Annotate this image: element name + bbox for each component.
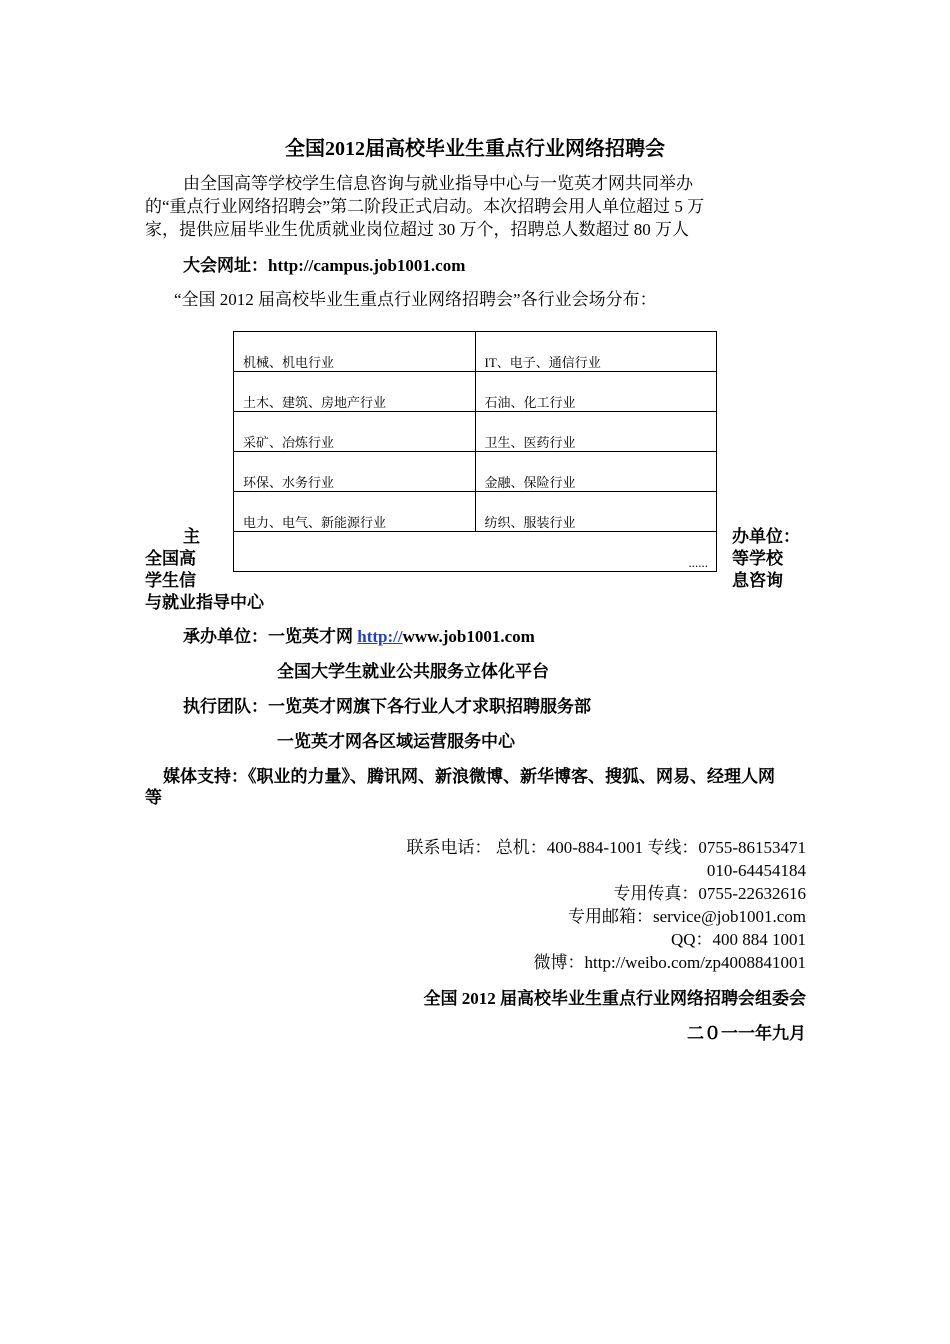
industry-cell: IT、电子、通信行业 xyxy=(475,332,717,372)
organizer-name: 一览英才网 xyxy=(268,627,358,646)
table-row xyxy=(234,452,717,492)
media-line-1: 媒体支持：《职业的力量》、腾讯网、新浪微博、新华博客、搜狐、网易、经理人网 xyxy=(163,767,775,786)
execution-label: 执行团队： xyxy=(183,697,268,716)
site-label: 大会网址： xyxy=(183,256,268,275)
site-url[interactable]: http://campus.job1001.com xyxy=(268,256,466,275)
execution-line-1 xyxy=(183,695,591,719)
organizer-label: 承办单位： xyxy=(183,627,268,646)
media-line-2: 等 xyxy=(145,788,162,807)
industry-cell: 卫生、医药行业 xyxy=(475,412,717,452)
contact-qq: QQ：400 884 1001 xyxy=(670,930,806,949)
industry-cell: 采矿、冶炼行业 xyxy=(234,412,476,452)
distribution-caption: “全国 2012 届高校毕业生重点行业网络招聘会”各行业会场分布： xyxy=(174,290,657,309)
host-left-2: 全国高 xyxy=(145,549,196,568)
execution-team-1: 一览英才网旗下各行业人才求职招聘服务部 xyxy=(268,697,591,716)
industry-cell: 石油、化工行业 xyxy=(475,372,717,412)
host-right-1: 办单位： xyxy=(732,527,800,546)
organizer-line xyxy=(183,625,535,649)
industry-table xyxy=(233,331,717,572)
contact-weibo: 微博：http://weibo.com/zp4008841001 xyxy=(533,953,806,972)
host-left-4: 与就业指导中心 xyxy=(145,593,264,612)
contact-email: 专用邮箱：service@job1001.com xyxy=(567,907,806,926)
industry-cell: 电力、电气、新能源行业 xyxy=(234,492,476,532)
document-date: 二０一一年九月 xyxy=(687,1024,806,1043)
table-row xyxy=(234,412,717,452)
industry-cell: 土木、建筑、房地产行业 xyxy=(234,372,476,412)
table-row xyxy=(234,492,717,532)
organizer-link[interactable]: http:// xyxy=(357,627,403,646)
industry-cell: 金融、保险行业 xyxy=(475,452,717,492)
intro-line-2: 的“重点行业网络招聘会”第二阶段正式启动。本次招聘会用人单位超过 5 万 xyxy=(145,197,705,216)
industry-cell: 机械、机电行业 xyxy=(234,332,476,372)
contact-phone: 联系电话： 总机：400-884-1001 专线：0755-86153471 xyxy=(406,838,806,857)
contact-fax: 专用传真：0755-22632616 xyxy=(613,884,806,903)
host-left-1: 主 xyxy=(183,527,200,546)
table-row xyxy=(234,372,717,412)
organizer-platform: 全国大学生就业公共服务立体化平台 xyxy=(277,662,549,681)
organizer-url: www.job1001.com xyxy=(402,627,535,646)
table-row xyxy=(234,332,717,372)
contact-phone-2: 010-64454184 xyxy=(706,861,806,880)
intro-line-1: 由全国高等学校学生信息咨询与就业指导中心与一览英才网共同举办 xyxy=(183,174,693,193)
site-line xyxy=(183,254,465,278)
industry-cell: 纺织、服装行业 xyxy=(475,492,717,532)
host-right-3: 息咨询 xyxy=(732,571,783,590)
host-left-3: 学生信 xyxy=(145,571,196,590)
intro-line-3: 家，提供应届毕业生优质就业岗位超过 30 万个，招聘总人数超过 80 万人 xyxy=(145,220,689,239)
table-row xyxy=(234,532,717,572)
industry-cell: 环保、水务行业 xyxy=(234,452,476,492)
table-ellipsis: ...... xyxy=(234,532,717,572)
committee-signature: 全国 2012 届高校毕业生重点行业网络招聘会组委会 xyxy=(423,989,806,1008)
host-right-2: 等学校 xyxy=(732,549,783,568)
execution-team-2: 一览英才网各区域运营服务中心 xyxy=(277,732,515,751)
page-title: 全国2012届高校毕业生重点行业网络招聘会 xyxy=(285,138,665,160)
